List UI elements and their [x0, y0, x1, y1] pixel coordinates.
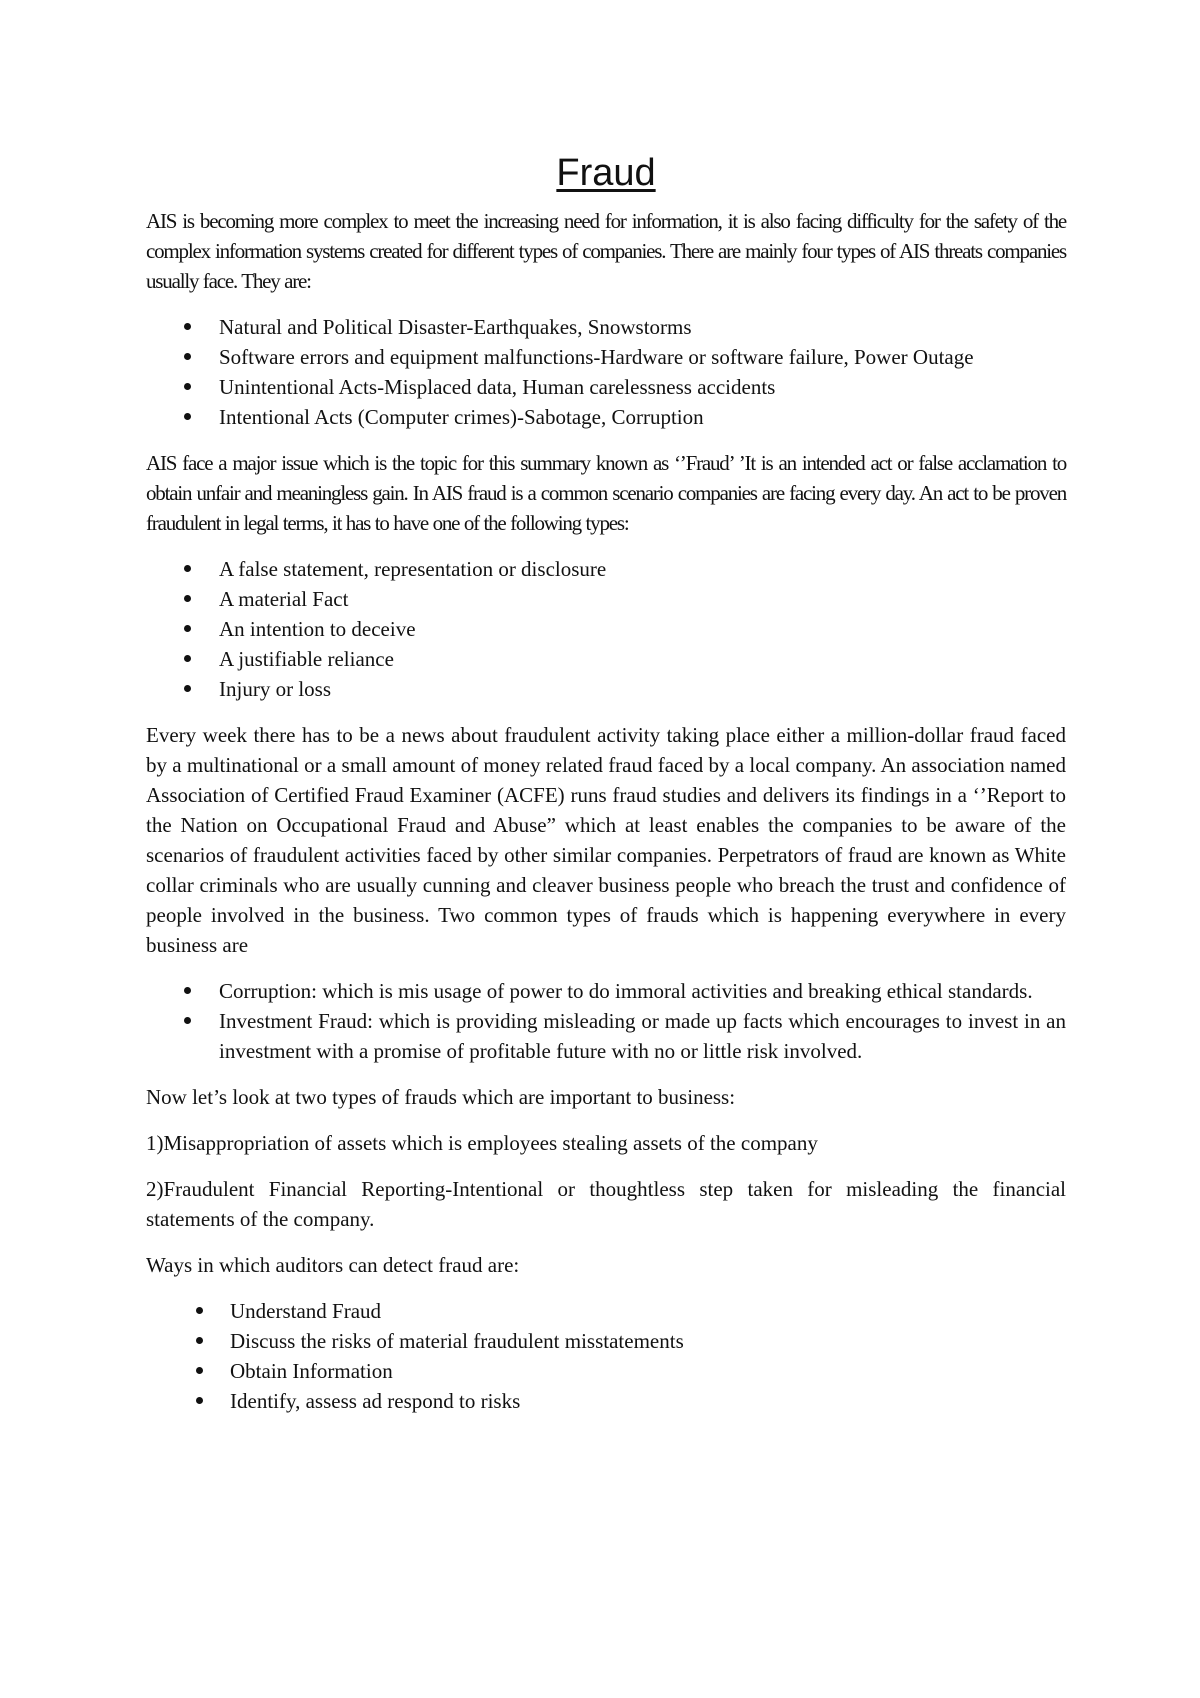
list-item: Obtain Information: [146, 1356, 1066, 1386]
list-item: Injury or loss: [146, 674, 1066, 704]
intro-paragraph: AIS is becoming more complex to meet the increasing need for information, it is also facing difficulty for the safety of the complex information systems created for different types of companies. There are mainly four types of AIS threats companies usually face. They are:: [146, 209, 1066, 293]
business-types-intro: Now let’s look at two types of frauds which are important to business:: [146, 1085, 736, 1109]
fraud-elements-list: [146, 554, 1066, 704]
list-item: Natural and Political Disaster-Earthquakes, Snowstorms: [146, 312, 1066, 342]
detection-intro: Ways in which auditors can detect fraud are:: [146, 1253, 520, 1277]
common-frauds-list: [146, 976, 1066, 1066]
document-title: Fraud: [556, 152, 656, 194]
list-item: Identify, assess ad respond to risks: [146, 1386, 1066, 1416]
list-item: A justifiable reliance: [146, 644, 1066, 674]
list-item: Software errors and equipment malfunctions-Hardware or software failure, Power Outage: [146, 342, 1066, 372]
detection-steps-list: [146, 1296, 1066, 1416]
document-body: [146, 150, 1066, 1432]
fraud-definition-paragraph: AIS face a major issue which is the topic for this summary known as ‘’Fraud’ ’It is an intended act or false acclamation to obtain unfair and meaningless gain. In AIS fraud is a common scenario companies are facing every day. An act to be proven fraudulent in legal terms, it has to have one of the following types:: [146, 451, 1066, 535]
list-item: Corruption: which is mis usage of power to do immoral activities and breaking ethical standards.: [146, 976, 1066, 1006]
list-item: Unintentional Acts-Misplaced data, Human carelessness accidents: [146, 372, 1066, 402]
threats-list: [146, 312, 1066, 432]
list-item: A false statement, representation or disclosure: [146, 554, 1066, 584]
business-type-2: 2)Fraudulent Financial Reporting-Intentional or thoughtless step taken for misleading the financial statements of the company.: [146, 1177, 1066, 1231]
list-item: A material Fact: [146, 584, 1066, 614]
list-item: Discuss the risks of material fraudulent misstatements: [146, 1326, 1066, 1356]
list-item: Intentional Acts (Computer crimes)-Sabotage, Corruption: [146, 402, 1066, 432]
list-item: An intention to deceive: [146, 614, 1066, 644]
business-type-1: 1)Misappropriation of assets which is employees stealing assets of the company: [146, 1131, 818, 1155]
acfe-paragraph: Every week there has to be a news about fraudulent activity taking place either a million-dollar fraud faced by a multinational or a small amount of money related fraud faced by a local company. An association named Association of Certified Fraud Examiner (ACFE) runs fraud studies and delivers its findings in a ‘’Report to the Nation on Occupational Fraud and Abuse” which at least enables the companies to be aware of the scenarios of fraudulent activities faced by other similar companies. Perpetrators of fraud are known as White collar criminals who are usually cunning and cleaver business people who breach the trust and confidence of people involved in the business. Two common types of frauds which is happening everywhere in every business are: [146, 723, 1066, 957]
list-item: Investment Fraud: which is providing misleading or made up facts which encourages to invest in an investment with a promise of profitable future with no or little risk involved.: [146, 1006, 1066, 1066]
list-item: Understand Fraud: [146, 1296, 1066, 1326]
